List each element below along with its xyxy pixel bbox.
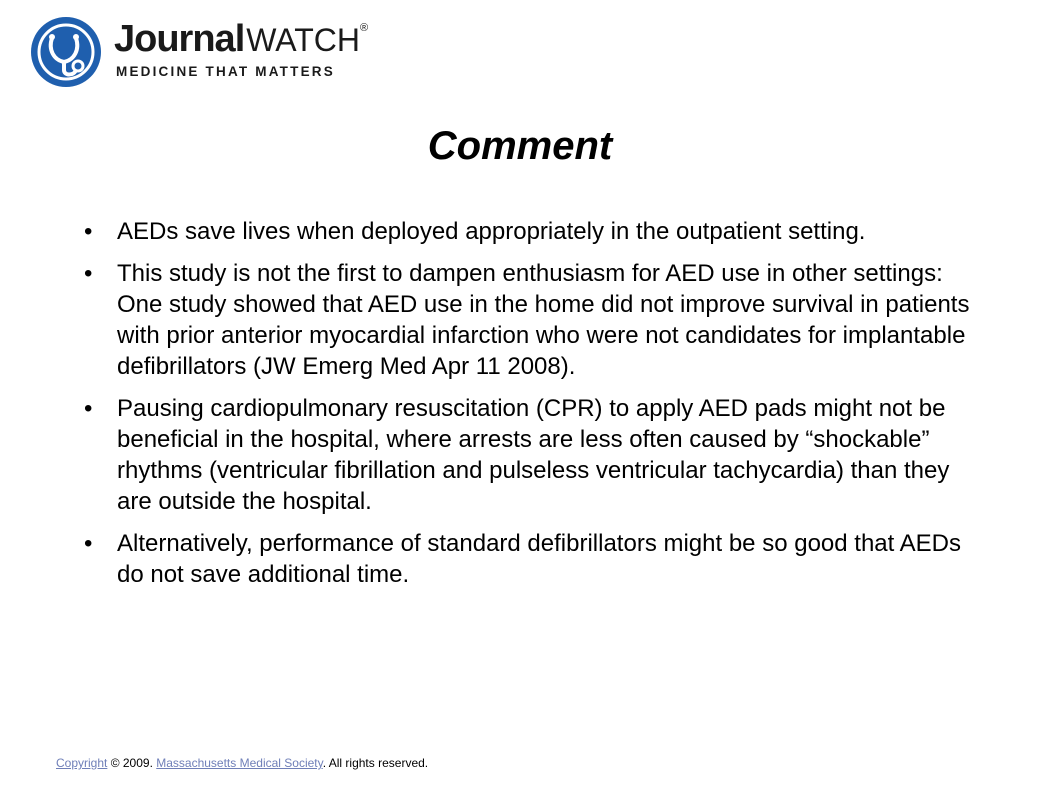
bullet-text: Pausing cardiopulmonary resuscitation (CPR) to apply AED pads might not be beneficial in the hospital, where arrests are less often caused by “shockable” rhythms (ventricular fibrillation and pulseless ventricular tachycardia) than they are outside the hospital.	[117, 395, 950, 515]
bullet-text: Alternatively, performance of standard defibrillators might be so good that AEDs do not save additional time.	[117, 530, 961, 588]
bullet-item	[84, 393, 984, 517]
bullet-list	[84, 216, 984, 601]
stethoscope-globe-icon	[30, 16, 102, 88]
bullet-marker: •	[84, 260, 93, 287]
bullet-marker: •	[84, 218, 93, 245]
rights-reserved-text: . All rights reserved.	[322, 756, 429, 770]
copyright-link[interactable]: Copyright	[56, 756, 108, 770]
registered-mark: ®	[360, 22, 369, 34]
bullet-marker: •	[84, 530, 93, 557]
logo-wordmark	[114, 18, 368, 61]
bullet-marker: •	[84, 395, 93, 422]
copyright-footer	[56, 756, 428, 770]
massachusetts-medical-society-link[interactable]: Massachusetts Medical Society	[156, 756, 323, 770]
bullet-text: This study is not the first to dampen enthusiasm for AED use in other settings: One study showed that AED use in the home did not improve survival in patients with prior anterior myocardial infarction who were not candidates for implantable defibrillators (JW Emerg Med Apr 11 2008).	[117, 260, 970, 380]
logo-tagline: MEDICINE THAT MATTERS	[116, 64, 335, 79]
bullet-text: AEDs save lives when deployed appropriately in the outpatient setting.	[117, 218, 866, 245]
copyright-year: © 2009.	[107, 756, 157, 770]
bullet-item	[84, 216, 984, 247]
logo-wordmark-journal: Journal	[114, 18, 245, 60]
logo-wordmark-watch: WATCH	[246, 22, 360, 58]
journal-watch-logo	[30, 16, 380, 88]
bullet-item	[84, 258, 984, 382]
bullet-item	[84, 528, 984, 590]
slide-title: Comment	[427, 124, 613, 168]
